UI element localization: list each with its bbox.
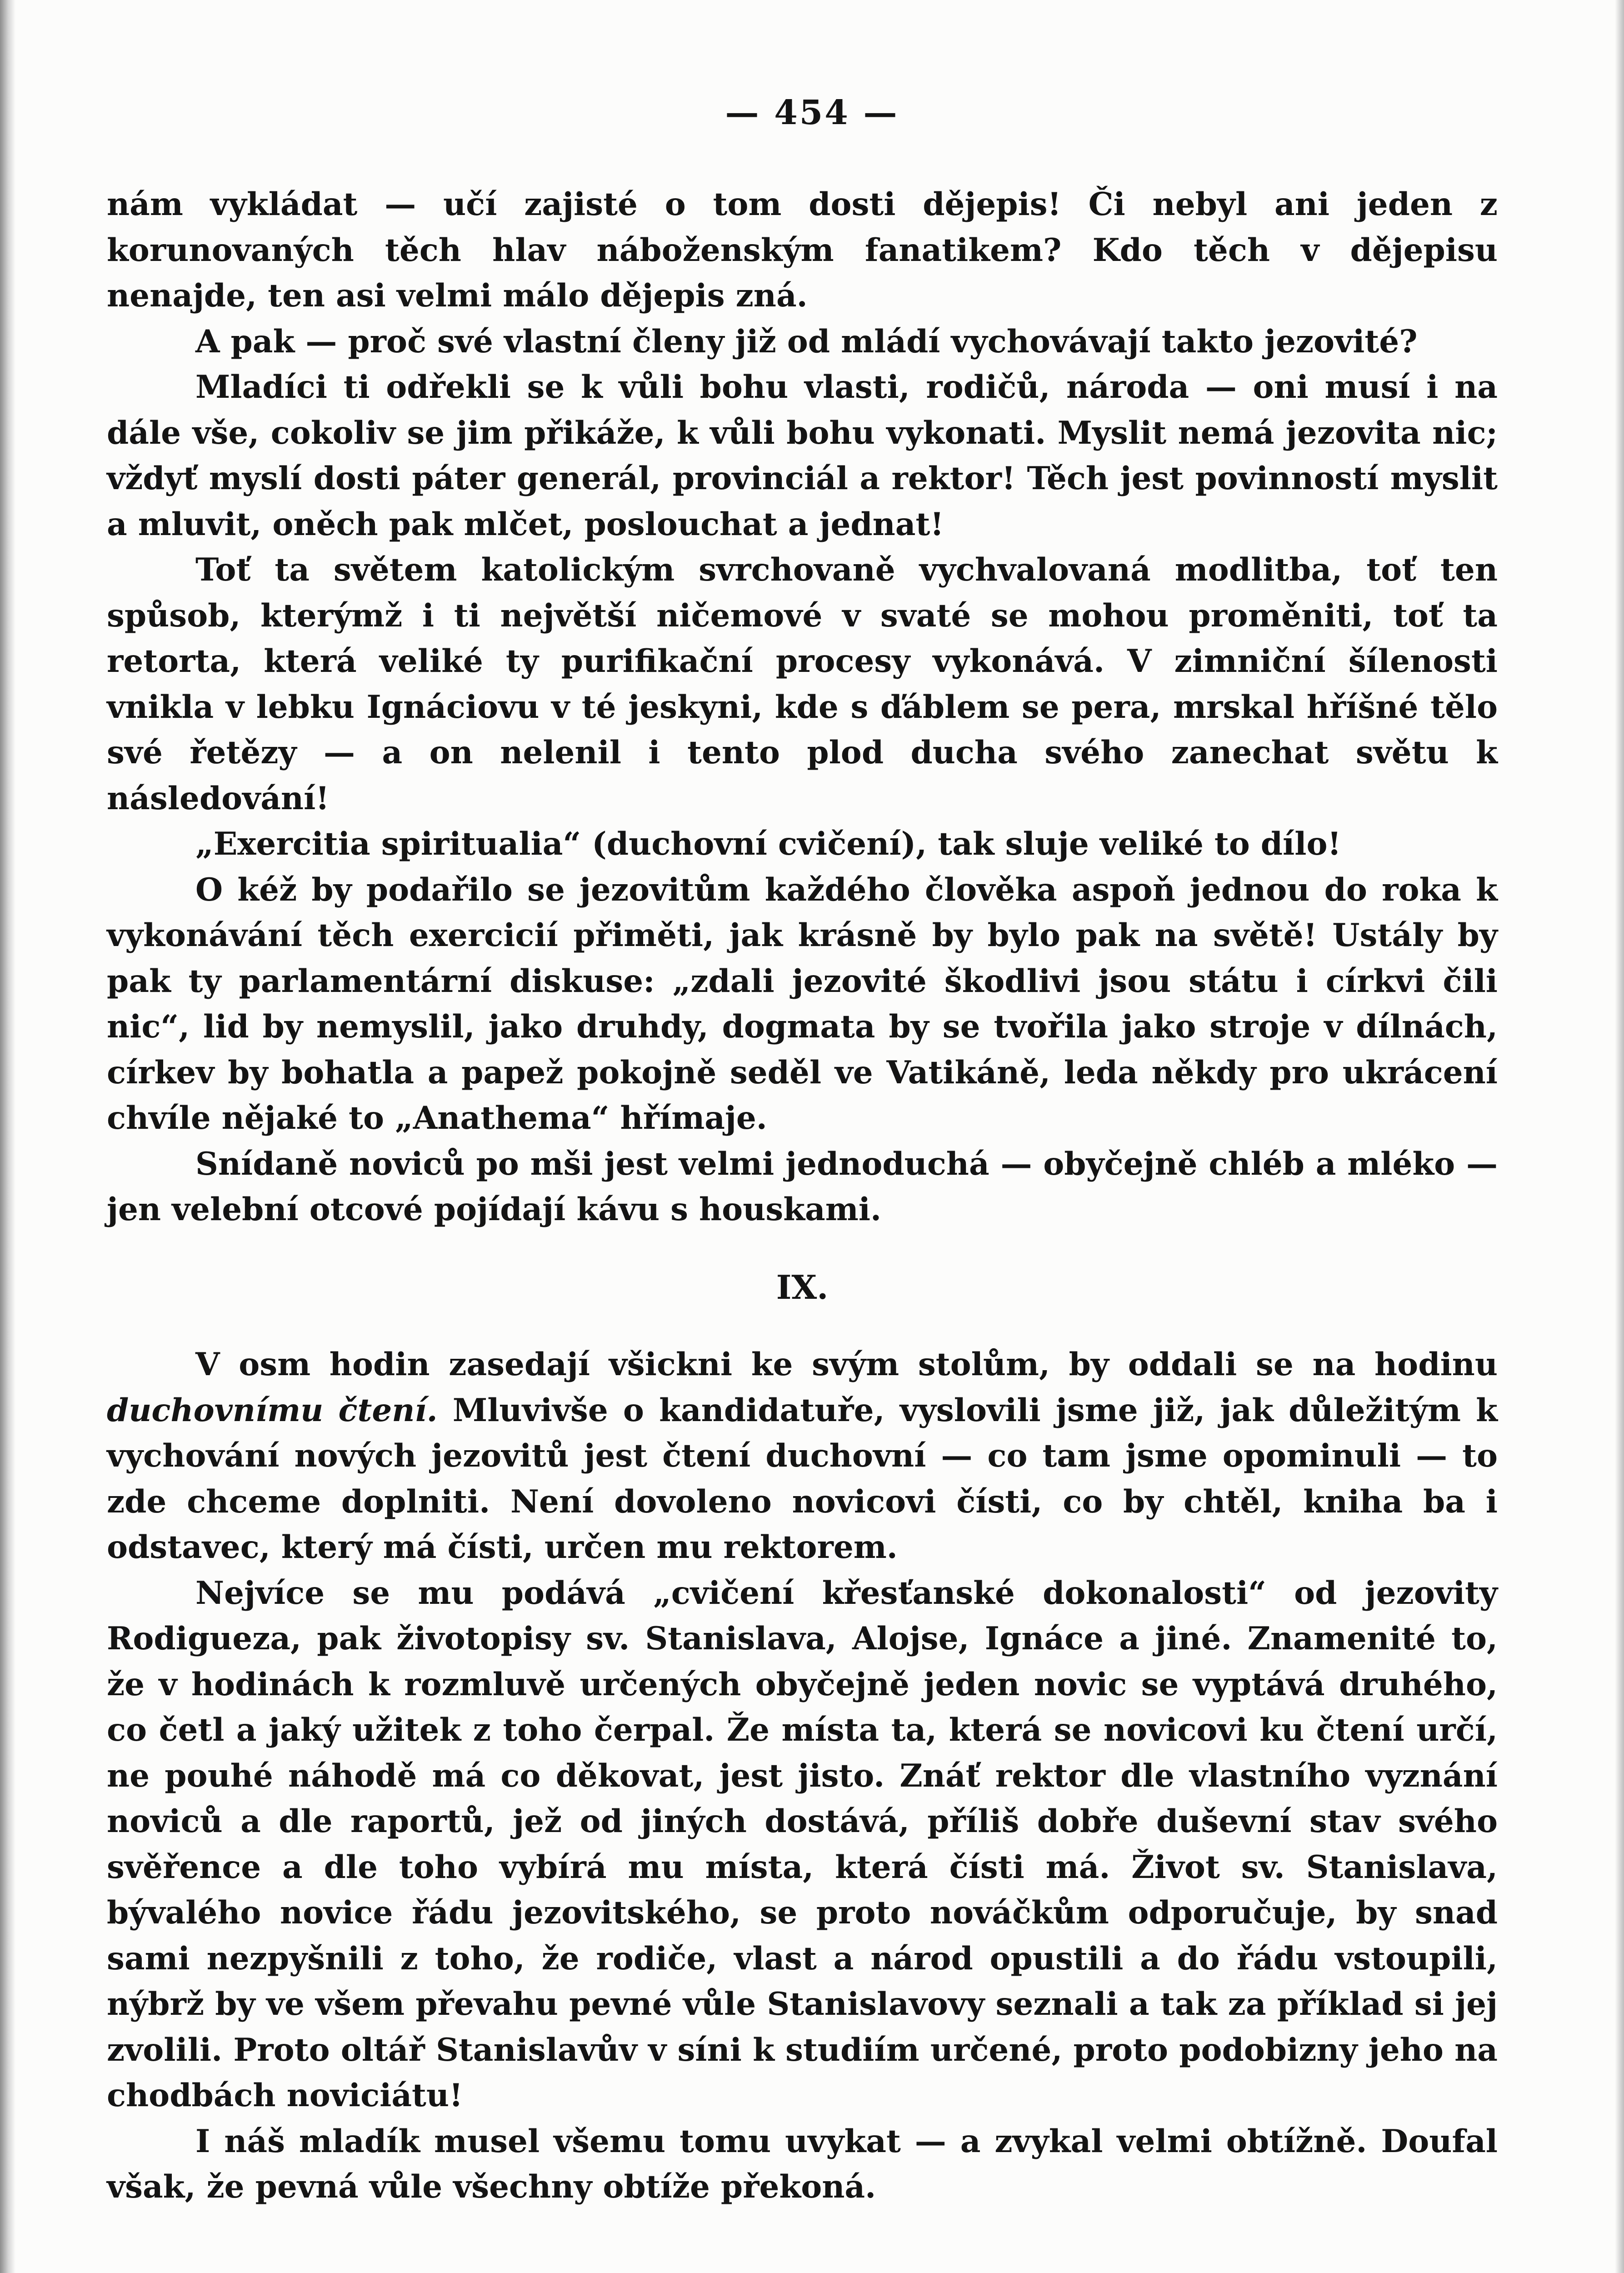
paragraph: nám vykládat — učí zajisté o tom dosti dějepis! Či nebyl ani jeden z korunovaných těch hlav náboženským fanatikem? Kdo těch v dějepisu nenajde, ten asi velmi málo dějepis zná. [107, 186, 1498, 314]
paragraph: O kéž by podařilo se jezovitům každého člověka aspoň jednou do roka k vykonávání těch exercicií přiměti, jak krásně by bylo pak na světě! Ustály by pak ty parlamentární diskuse: „zdali jezovité škodlivi jsou státu i církvi čili nic“, lid by nemyslil, jako druhdy, dogmata by se tvořila jako stroje v dílnách, církev by bohatla a papež pokojně seděl ve Vatikáně, leda někdy pro ukrácení chvíle nějaké to „Anathema“ hřímaje. [107, 871, 1498, 1136]
section-heading: IX. [776, 1267, 829, 1307]
page-number: — 454 — [725, 93, 899, 132]
italic-term: duchovnímu čtení. [107, 1392, 438, 1429]
paragraph: Nejvíce se mu podává „cvičení křesťanské dokonalosti“ od jezovity Rodigueza, pak životopisy sv. Stanislava, Alojse, Ignáce a jiné. Znamenité to, že v hodinách k rozmluvě určených obyčejně jeden novic se vyptává druhého, co četl a jaký užitek z toho čerpal. Že místa ta, která se novicovi ku čtení určí, ne pouhé náhodě má co děkovat, jest jisto. Znáť rektor dle vlastního vyznání noviců a dle raportů, jež od jiných dostává, příliš dobře duševní stav svého svěřence a dle toho vybírá mu místa, která čísti má. Život sv. Stanislava, bývalého novice řádu jezovitského, se proto nováčkům odporučuje, by snad sami nezpyšnili z toho, že rodiče, vlast a národ opustili a do řádu vstoupili, nýbrž by ve všem převahu pevné vůle Stanislavovy seznali a tak za příklad si jej zvolili. Proto oltář Stanislavův v síni k studiím určené, proto podobizny jeho na chodbách noviciátu! [107, 1574, 1498, 2114]
page-edge [1615, 0, 1624, 2273]
paragraph [107, 1342, 1498, 1571]
paragraph-lead: V osm hodin zasedají všickni ke svým stolům, by oddali se na hodinu [195, 1346, 1498, 1383]
paragraph: Mladíci ti odřekli se k vůli bohu vlasti, rodičů, národa — oni musí i na dále vše, cokoliv se jim přikáže, k vůli bohu vykonati. Myslit nemá jezovita nic; vždyť myslí dosti páter generál, provinciál a rektor! Těch jest povinností myslit a mluvit, oněch pak mlčet, poslouchat a jednat! [107, 369, 1498, 543]
paragraph: „Exercitia spiritualia“ (duchovní cvičení), tak sluje veliké to dílo! [195, 826, 1341, 862]
paragraph-rest: Mluvivše o kandidatuře, vyslovili jsme již, jak důležitým k vychování nových jezovitů jest čtení duchovní — co tam jsme opominuli — to zde chceme doplniti. Není dovoleno novicovi čísti, co by chtěl, kniha ba i odstavec, který má čísti, určen mu rektorem. [107, 1392, 1498, 1566]
binding-shadow [0, 0, 15, 2273]
body-text [107, 182, 1498, 2210]
paragraph: Toť ta světem katolickým svrchovaně vychvalovaná modlitba, toť ten spůsob, kterýmž i ti největší ničemové v svaté se mohou proměniti, toť ta retorta, která veliké ty purifikační procesy vykonává. V zimniční šílenosti vnikla v lebku Ignáciovu v té jeskyni, kde s ďáblem se pera, mrskal hříšné tělo své řetězy — a on nelenil i tento plod ducha svého zanechat světu k následování! [107, 551, 1498, 817]
paragraph: I náš mladík musel všemu tomu uvykat — a zvykal velmi obtížně. Doufal však, že pevná vůle všechny obtíže překoná. [107, 2123, 1498, 2205]
paragraph: Snídaně noviců po mši jest velmi jednoduchá — obyčejně chléb a mléko — jen velební otcové pojídají kávu s houskami. [107, 1145, 1498, 1228]
paragraph: A pak — proč své vlastní členy již od mládí vychovávají takto jezovité? [195, 323, 1418, 360]
